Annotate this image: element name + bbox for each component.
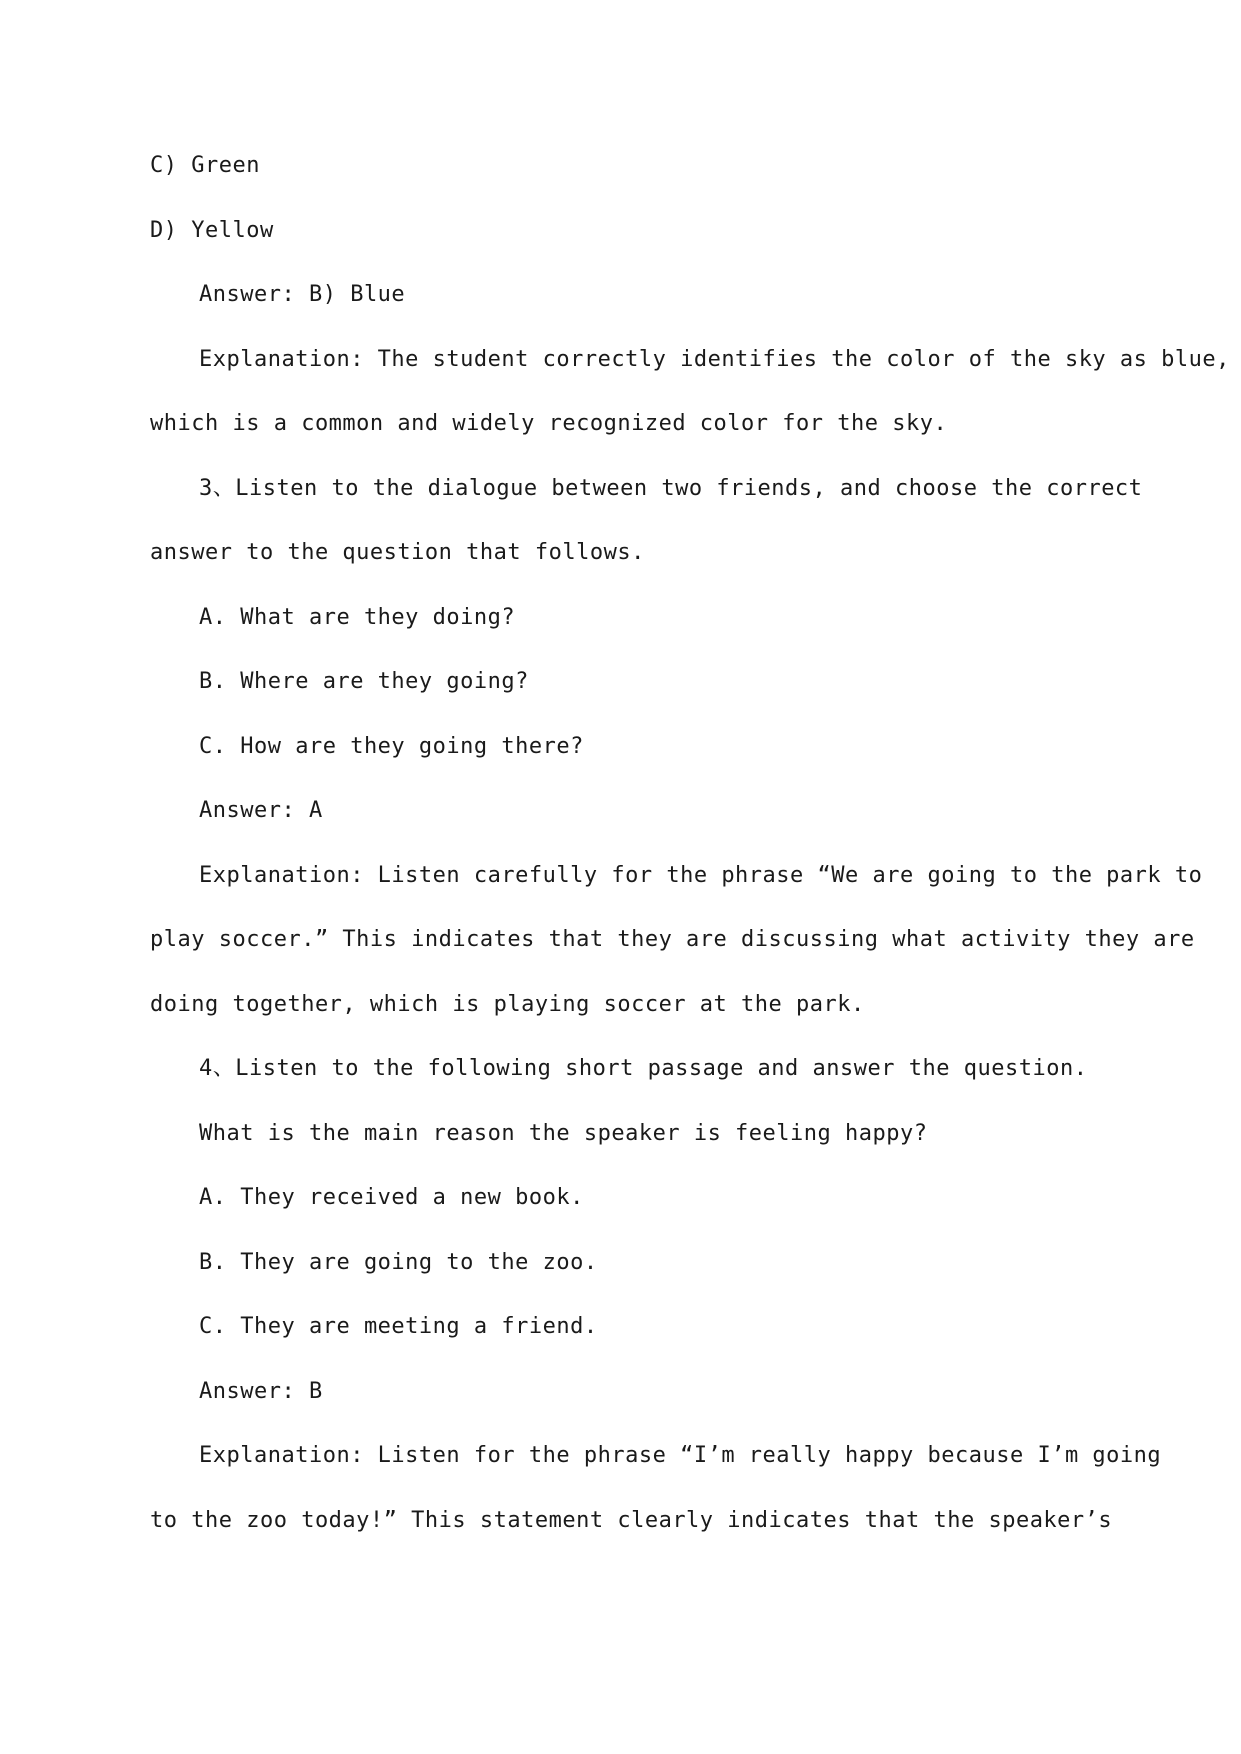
- option-b-line: B. They are going to the zoo.: [199, 1250, 598, 1275]
- option-a-line: A. They received a new book.: [199, 1185, 584, 1210]
- answer-line: Answer: B) Blue: [199, 282, 406, 307]
- option-a-line: A. What are they doing?: [199, 605, 516, 630]
- explanation-line: Explanation: Listen carefully for the phrase “We are going to the park to: [199, 863, 1203, 888]
- explanation-continuation: play soccer.” This indicates that they are discussing what activity they are: [150, 927, 1195, 952]
- option-d-yellow: D) Yellow: [150, 218, 274, 243]
- option-c-line: C. How are they going there?: [199, 734, 584, 759]
- explanation-continuation: which is a common and widely recognized color for the sky.: [150, 411, 948, 436]
- explanation-line: Explanation: The student correctly identifies the color of the sky as blue,: [199, 347, 1230, 372]
- explanation-continuation: to the zoo today!” This statement clearly indicates that the speaker’s: [150, 1508, 1113, 1533]
- option-c-green: C) Green: [150, 153, 260, 178]
- answer-line: Answer: B: [199, 1379, 323, 1404]
- question-3-continuation: answer to the question that follows.: [150, 540, 645, 565]
- explanation-line: Explanation: Listen for the phrase “I’m really happy because I’m going: [199, 1443, 1162, 1468]
- option-b-line: B. Where are they going?: [199, 669, 529, 694]
- question-4-line: 4、Listen to the following short passage and answer the question.: [199, 1056, 1088, 1081]
- option-c-line: C. They are meeting a friend.: [199, 1314, 598, 1339]
- question-4-prompt: What is the main reason the speaker is feeling happy?: [199, 1121, 928, 1146]
- question-3-line: 3、Listen to the dialogue between two friends, and choose the correct: [199, 476, 1143, 501]
- explanation-continuation: doing together, which is playing soccer at the park.: [150, 992, 865, 1017]
- answer-line: Answer: A: [199, 798, 323, 823]
